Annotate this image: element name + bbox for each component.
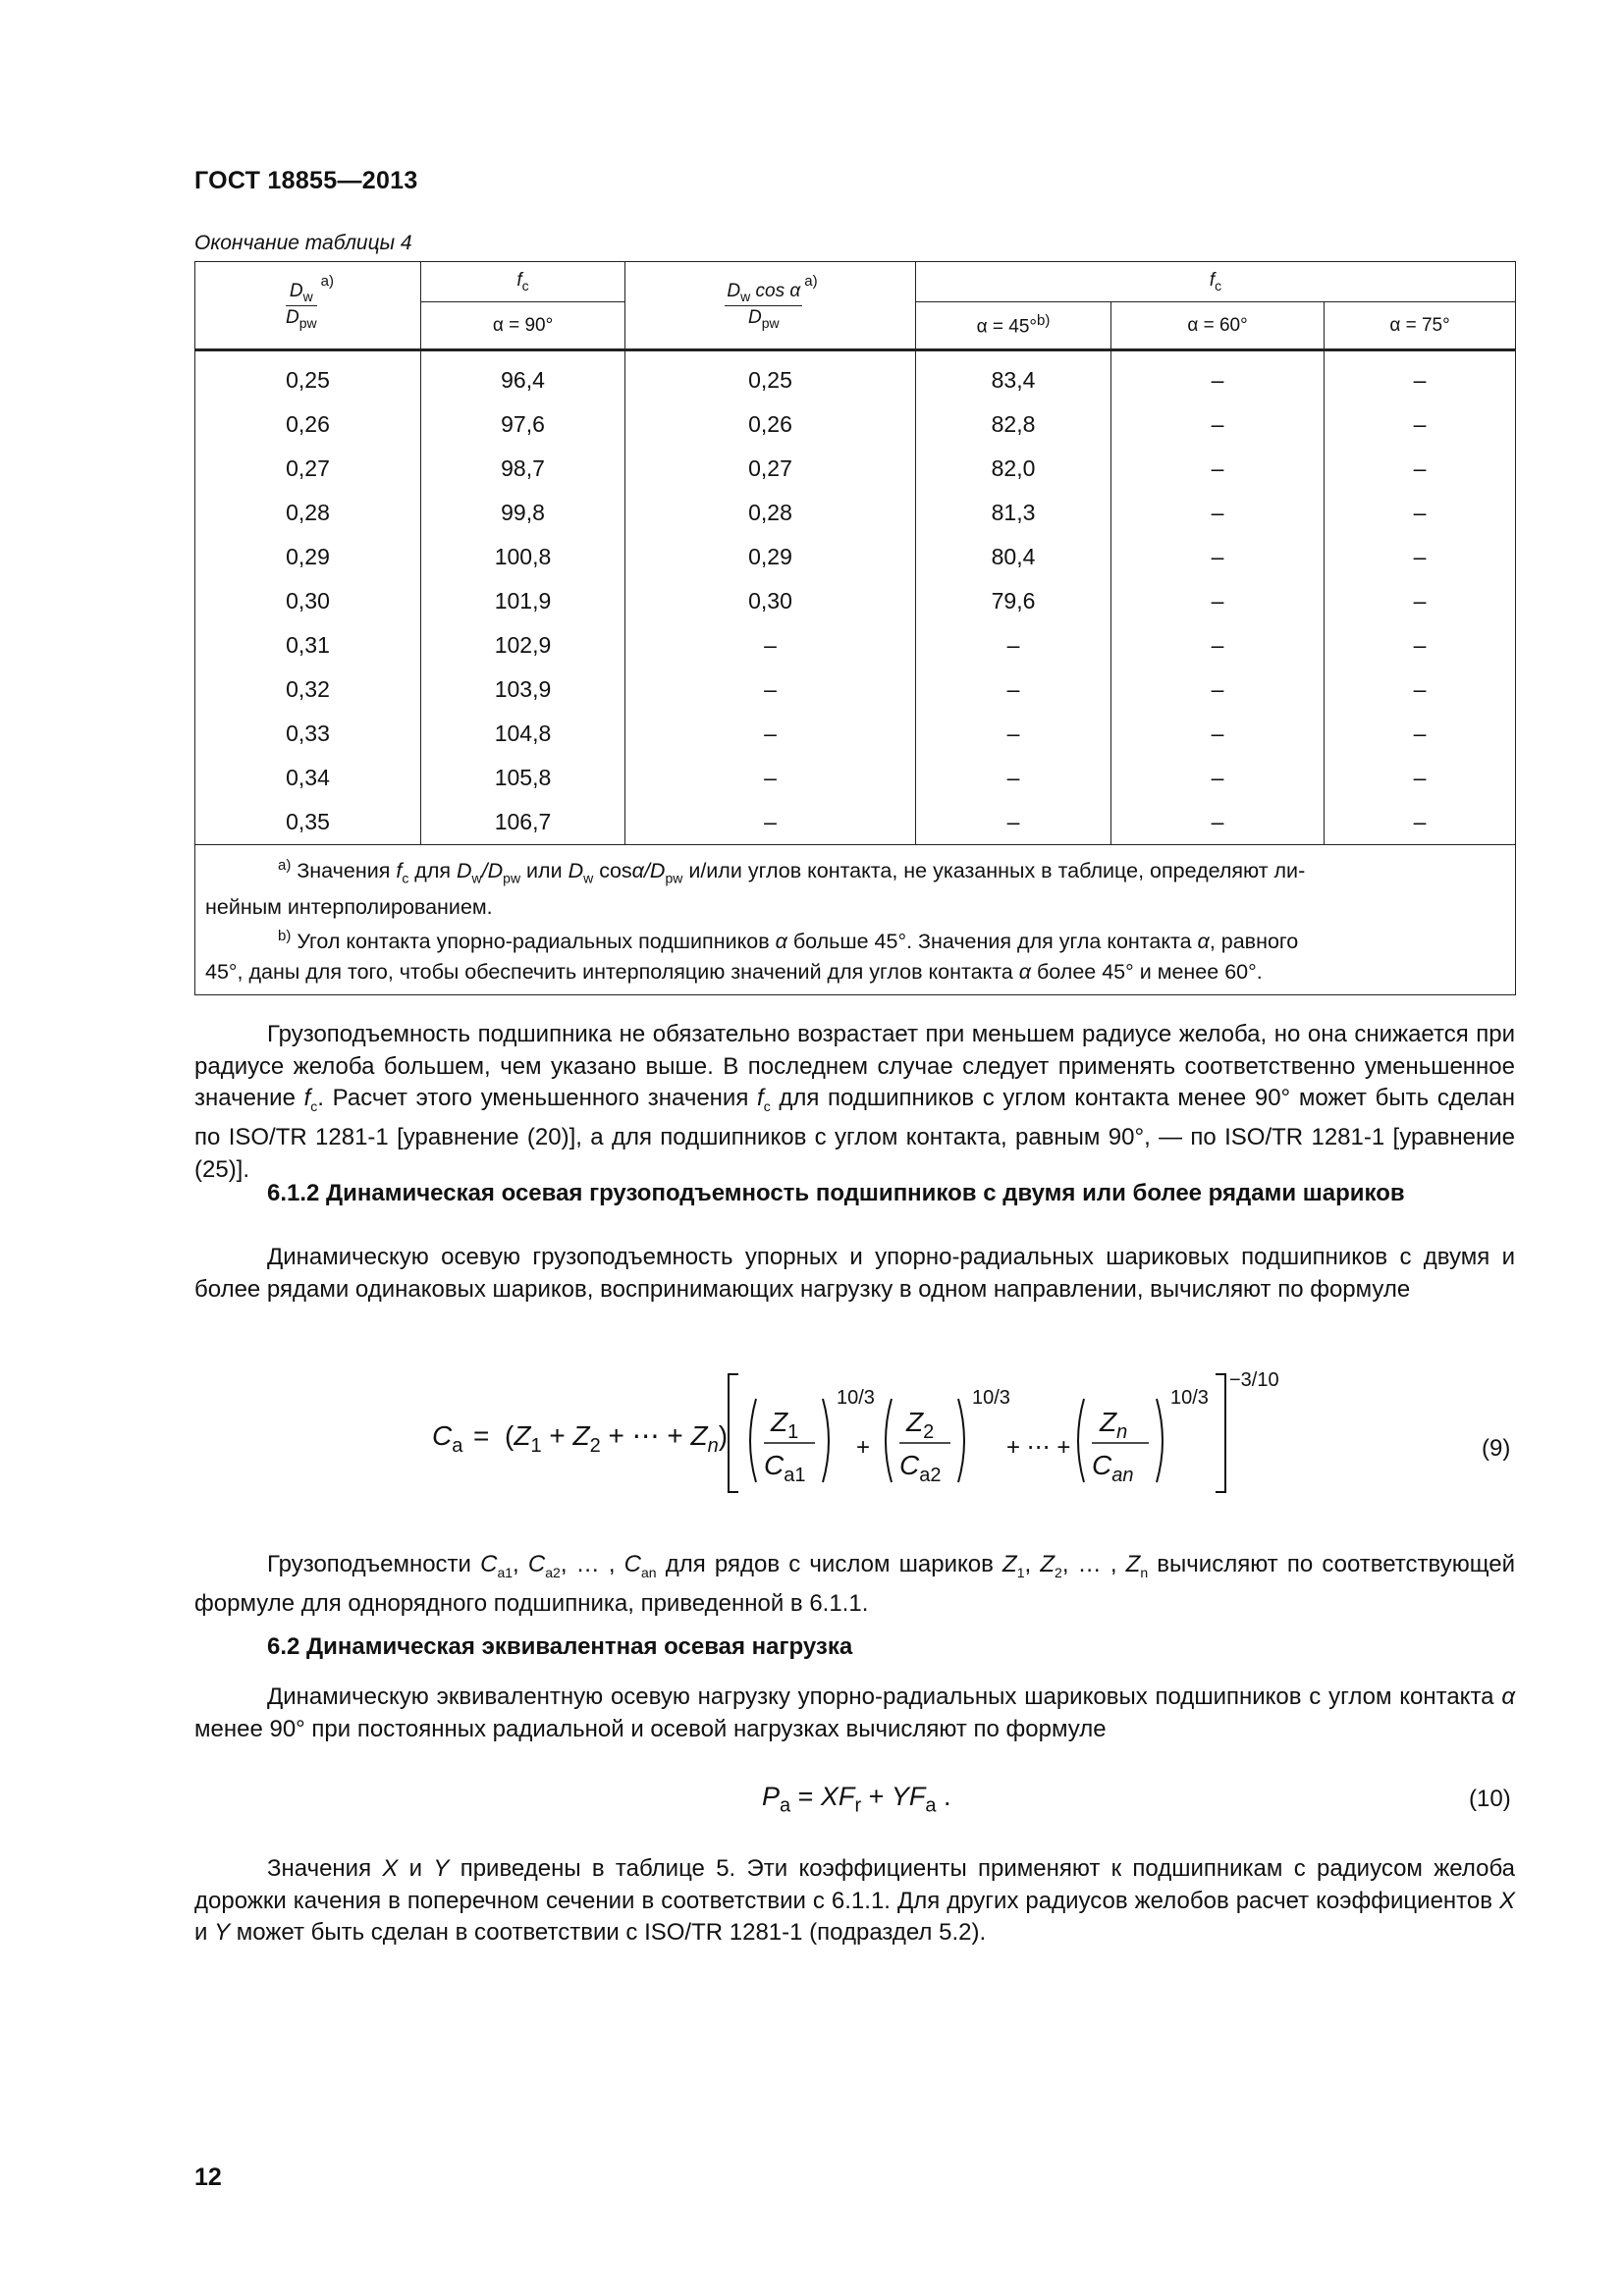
page-number: 12	[194, 2163, 222, 2191]
table-cell: –	[1111, 667, 1325, 712]
table-cell: –	[625, 623, 916, 667]
header-alpha-60: α = 60°	[1111, 302, 1325, 350]
svg-text:Z1: $Z_1$	[771, 1407, 799, 1443]
header-alpha-75: α = 75°	[1325, 302, 1516, 350]
header-alpha-45: α = 45°$^{b)}$	[916, 302, 1111, 350]
table-cell: 82,0	[916, 447, 1111, 491]
table-cell: 0,27	[195, 447, 421, 491]
table-body	[195, 350, 1516, 845]
table-row	[195, 712, 1516, 756]
svg-text:Z2: $Z_2$	[906, 1407, 935, 1443]
table-cell: 0,28	[195, 491, 421, 535]
equation-number-9: (9)	[1482, 1435, 1511, 1462]
table-cell: –	[1111, 623, 1325, 667]
svg-text:+ ⋯ +: + ⋯ +	[1006, 1434, 1071, 1461]
table-cell: –	[1325, 712, 1516, 756]
formula-9	[432, 1364, 1296, 1502]
svg-text:Zn: $Z_n$	[1100, 1407, 1128, 1443]
table-row	[195, 402, 1516, 447]
header-fc-2: $f_c$	[916, 262, 1516, 302]
table-row	[195, 623, 1516, 667]
svg-text:Ca1: $C_{a1}$	[764, 1450, 806, 1486]
right-bracket	[1216, 1374, 1225, 1492]
footnote-ref-a: a)	[320, 272, 334, 290]
table-cell: –	[1325, 402, 1516, 447]
svg-text:Can: $C_{an}$	[1092, 1450, 1134, 1486]
note-b-cont: 45°, даны для того, чтобы обеспечить интерполяцию значений для углов контакта α более 45° и менее 60°.	[205, 959, 1263, 984]
fraction-dw-dpw: $\frac{D_w}{D_{pw}}$	[286, 280, 317, 331]
table-row	[195, 667, 1516, 712]
table-cell: 100,8	[421, 535, 625, 579]
table-cell: –	[1111, 491, 1325, 535]
svg-text:10/3: 10/3	[972, 1387, 1010, 1409]
table-cell: 81,3	[916, 491, 1111, 535]
data-table	[194, 261, 1516, 995]
table-cell: –	[1325, 579, 1516, 623]
note-a-cont: нейным интерполированием.	[205, 895, 493, 920]
table-cell: 106,7	[421, 800, 625, 845]
table-cell: 0,33	[195, 712, 421, 756]
equation-number-10: (10)	[1469, 1786, 1511, 1812]
formula-10: $P_a = XF_r + YF_a$ .	[762, 1782, 951, 1817]
table-cell: –	[916, 800, 1111, 845]
table-cell: –	[916, 756, 1111, 800]
document-header: ГОСТ 18855—2013	[194, 167, 418, 194]
table-cell: 0,28	[625, 491, 916, 535]
svg-text:(Z1 + Z2 + ⋯ + Zn): ($Z_1 + Z_2$ + ⋯ + $Z_n$)	[505, 1420, 729, 1457]
table-cell: 0,25	[195, 350, 421, 403]
table-cell: –	[625, 756, 916, 800]
table-cell: 0,31	[195, 623, 421, 667]
table-cell: –	[1325, 800, 1516, 845]
table-cell: –	[1325, 667, 1516, 712]
table-cell: –	[1325, 535, 1516, 579]
table-cell: 0,26	[625, 402, 916, 447]
table-cell: –	[1111, 402, 1325, 447]
table-row	[195, 535, 1516, 579]
table-cell: –	[1111, 579, 1325, 623]
paragraph-xy-values: Значения X и Y приведены в таблице 5. Эти коэффициенты применяют к подшипникам с радиусом желоба дорожки качения в поперечном сечении в соответствии с 6.1.1. Для других радиусов желобов расчет коэффициентов X и Y может быть сделан в соответствии с ISO/TR 1281-1 (подраздел 5.2).	[194, 1855, 1515, 1946]
table-notes	[195, 845, 1516, 995]
table-cell: –	[1325, 491, 1516, 535]
table-row	[195, 491, 1516, 535]
table-row	[195, 800, 1516, 845]
table-cell: –	[625, 800, 916, 845]
table-row	[195, 447, 1516, 491]
header-fc: $f_c$	[421, 262, 625, 302]
table-cell: –	[1325, 447, 1516, 491]
table-cell: 82,8	[916, 402, 1111, 447]
table-cell: 79,6	[916, 579, 1111, 623]
table-cell: 0,26	[195, 402, 421, 447]
paragraph-groove-radius: Грузоподъемность подшипника не обязательно возрастает при меньшем радиусе желоба, но она снижается при радиусе желоба большем, чем указано выше. В последнем случае следует применять соответственно уменьшенное значение $f_c$. Расчет этого уменьшенного значения $f_c$ для подшипников с углом контакта менее 90° может быть сделан по ISO/TR 1281-1 [уравнение (20)], а для подшипников с углом контакта, равным 90°, — по ISO/TR 1281-1 [уравнение (25)].	[194, 1021, 1516, 1183]
table-cell: 96,4	[421, 350, 625, 403]
paragraph-6-2: Динамическую эквивалентную осевую нагрузку упорно-радиальных шариковых подшипников с углом контакта α менее 90° при постоянных радиальной и осевой нагрузках вычисляют по формуле	[194, 1683, 1515, 1742]
table-cell: 97,6	[421, 402, 625, 447]
table-cell: 80,4	[916, 535, 1111, 579]
section-6-1-2-title: 6.1.2 Динамическая осевая грузоподъемность подшипников с двумя или более рядами шариков	[267, 1180, 1405, 1206]
table-caption: Окончание таблицы 4	[194, 232, 412, 254]
table-cell: 105,8	[421, 756, 625, 800]
table-cell: 0,29	[195, 535, 421, 579]
svg-text:10/3: 10/3	[1170, 1387, 1209, 1409]
header-dw-cos-dpw	[625, 262, 916, 350]
table-cell: 0,30	[195, 579, 421, 623]
table-cell: –	[1325, 350, 1516, 403]
table-cell: 0,27	[625, 447, 916, 491]
paragraph-capacities: Грузоподъемности $C_{a1}$, $C_{a2}$, … , $C_{an}$ для рядов с числом шариков $Z_1$, $Z_2$, … , $Z_n$ вычисляют по соответствующей формуле для однорядного подшипника, приведенной в 6.1.1.	[194, 1551, 1515, 1618]
table-cell: 0,30	[625, 579, 916, 623]
table-cell: 0,35	[195, 800, 421, 845]
left-bracket	[729, 1374, 738, 1492]
table-cell: –	[916, 712, 1111, 756]
svg-text:−3/10: −3/10	[1229, 1369, 1279, 1391]
table-cell: –	[625, 667, 916, 712]
table-cell: 99,8	[421, 491, 625, 535]
table-cell: 0,25	[625, 350, 916, 403]
svg-text:10/3: 10/3	[837, 1387, 875, 1409]
table-cell: –	[1111, 447, 1325, 491]
table-row	[195, 350, 1516, 403]
table-cell: –	[1111, 535, 1325, 579]
table-cell: 104,8	[421, 712, 625, 756]
table-cell: 83,4	[916, 350, 1111, 403]
header-alpha-90: α = 90°	[421, 302, 625, 350]
svg-text:Ca: $C_a$	[432, 1420, 463, 1457]
table-cell: 98,7	[421, 447, 625, 491]
header-dw-dpw	[195, 262, 421, 350]
note-a: $^{a)}$ Значения $f_c$ для $D_w/D_{pw}$ или $D_w$ cosα/$D_{pw}$ и/или углов контакта, не указанных в таблице, определяют ли-	[278, 857, 1306, 886]
table-cell: –	[916, 623, 1111, 667]
table-cell: 0,32	[195, 667, 421, 712]
footnote-ref-a-2: a)	[804, 272, 818, 290]
table-row	[195, 756, 1516, 800]
table-cell: –	[625, 712, 916, 756]
table-cell: 101,9	[421, 579, 625, 623]
table-row	[195, 579, 1516, 623]
note-b: $^{b)}$ Угол контакта упорно-радиальных подшипников α больше 45°. Значения для угла контакта α, равного	[278, 928, 1299, 954]
table-cell: –	[916, 667, 1111, 712]
fraction-dw-cos-dpw: $\frac{D_w \cos \alpha}{D_{pw}}$	[727, 280, 801, 331]
section-6-2-title: 6.2 Динамическая эквивалентная осевая нагрузка	[267, 1633, 853, 1660]
svg-text:+: +	[856, 1434, 871, 1461]
table-cell: –	[1325, 756, 1516, 800]
paragraph-6-1-2: Динамическую осевую грузоподъемность упорных и упорно-радиальных шариковых подшипников с двумя и более рядами одинаковых шариков, воспринимающих нагрузку в одном направлении, вычисляют по формуле	[194, 1244, 1515, 1303]
svg-text:Ca2: $C_{a2}$	[899, 1450, 942, 1486]
table-cell: –	[1111, 350, 1325, 403]
table-cell: –	[1111, 712, 1325, 756]
svg-text:=: =	[473, 1420, 490, 1451]
table-cell: 0,34	[195, 756, 421, 800]
table-cell: 102,9	[421, 623, 625, 667]
table-cell: –	[1325, 623, 1516, 667]
table-cell: –	[1111, 756, 1325, 800]
table-cell: 0,29	[625, 535, 916, 579]
table-cell: –	[1111, 800, 1325, 845]
table-cell: 103,9	[421, 667, 625, 712]
